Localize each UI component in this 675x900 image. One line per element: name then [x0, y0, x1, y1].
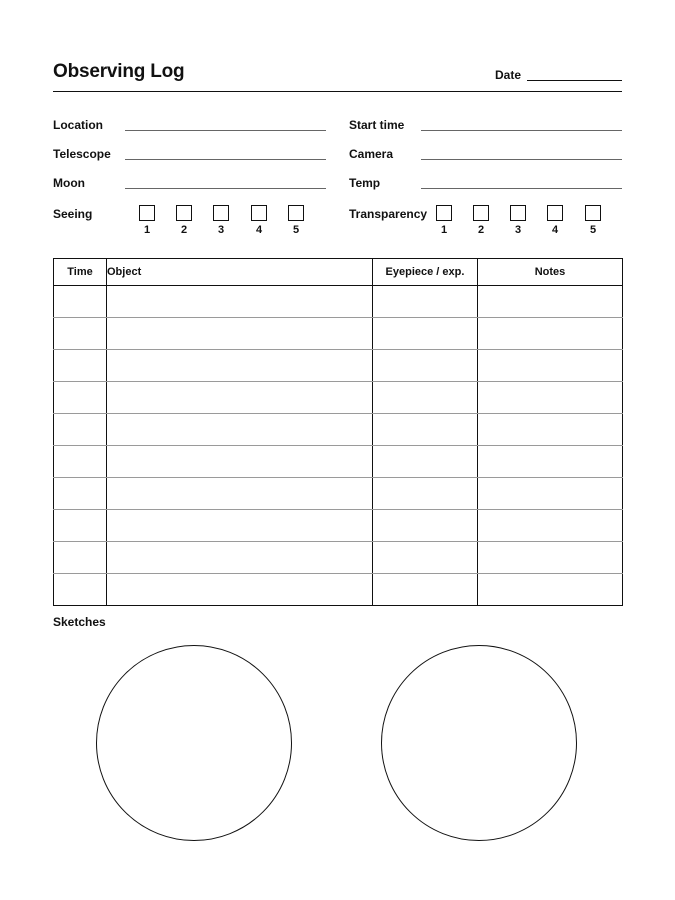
cell-notes[interactable] — [478, 478, 623, 510]
seeing-option-label: 1 — [143, 224, 151, 236]
cell-eyepiece[interactable] — [373, 318, 478, 350]
sketch-circle-1[interactable] — [96, 645, 292, 841]
transparency-option-label: 3 — [514, 224, 522, 236]
transparency-checkbox-2[interactable] — [473, 205, 489, 221]
table-row — [54, 542, 623, 574]
cell-object[interactable] — [107, 318, 373, 350]
temp-label: Temp — [349, 176, 381, 190]
cell-object[interactable] — [107, 382, 373, 414]
telescope-field[interactable] — [125, 159, 326, 160]
table-row — [54, 286, 623, 318]
cell-notes[interactable] — [478, 510, 623, 542]
cell-object[interactable] — [107, 510, 373, 542]
cell-time[interactable] — [54, 574, 107, 606]
table-row — [54, 414, 623, 446]
cell-time[interactable] — [54, 510, 107, 542]
cell-time[interactable] — [54, 446, 107, 478]
cell-object[interactable] — [107, 350, 373, 382]
table-row — [54, 574, 623, 606]
seeing-option-label: 5 — [292, 224, 300, 236]
camera-label: Camera — [349, 147, 394, 161]
seeing-checkbox-3[interactable] — [213, 205, 229, 221]
cell-time[interactable] — [54, 350, 107, 382]
cell-notes[interactable] — [478, 574, 623, 606]
transparency-option-label: 5 — [589, 224, 597, 236]
column-header-eyepiece: Eyepiece / exp. — [373, 259, 478, 286]
cell-notes[interactable] — [478, 414, 623, 446]
table-row — [54, 478, 623, 510]
cell-time[interactable] — [54, 382, 107, 414]
start-time-field[interactable] — [421, 130, 622, 131]
transparency-label: Transparency — [349, 207, 428, 221]
cell-notes[interactable] — [478, 318, 623, 350]
moon-field[interactable] — [125, 188, 326, 189]
cell-eyepiece[interactable] — [373, 286, 478, 318]
cell-time[interactable] — [54, 286, 107, 318]
start-time-label: Start time — [349, 118, 405, 132]
cell-notes[interactable] — [478, 286, 623, 318]
cell-eyepiece[interactable] — [373, 382, 478, 414]
observation-table — [53, 258, 623, 606]
cell-object[interactable] — [107, 478, 373, 510]
cell-eyepiece[interactable] — [373, 510, 478, 542]
cell-object[interactable] — [107, 414, 373, 446]
cell-eyepiece[interactable] — [373, 478, 478, 510]
transparency-checkbox-1[interactable] — [436, 205, 452, 221]
cell-notes[interactable] — [478, 350, 623, 382]
cell-time[interactable] — [54, 318, 107, 350]
table-header-row — [54, 259, 623, 286]
seeing-checkbox-4[interactable] — [251, 205, 267, 221]
date-field[interactable] — [527, 80, 622, 81]
cell-object[interactable] — [107, 286, 373, 318]
seeing-label: Seeing — [53, 207, 93, 221]
transparency-checkbox-3[interactable] — [510, 205, 526, 221]
page-title: Observing Log — [53, 61, 185, 82]
transparency-checkbox-4[interactable] — [547, 205, 563, 221]
seeing-checkbox-1[interactable] — [139, 205, 155, 221]
cell-notes[interactable] — [478, 446, 623, 478]
transparency-option-label: 4 — [551, 224, 559, 236]
cell-notes[interactable] — [478, 382, 623, 414]
temp-field[interactable] — [421, 188, 622, 189]
cell-eyepiece[interactable] — [373, 350, 478, 382]
table-row — [54, 382, 623, 414]
transparency-option-label: 1 — [440, 224, 448, 236]
column-header-object: Object — [107, 259, 373, 286]
column-header-time: Time — [54, 259, 107, 286]
telescope-label: Telescope — [53, 147, 111, 161]
cell-eyepiece[interactable] — [373, 574, 478, 606]
transparency-checkbox-5[interactable] — [585, 205, 601, 221]
cell-time[interactable] — [54, 542, 107, 574]
camera-field[interactable] — [421, 159, 622, 160]
sketch-circle-2[interactable] — [381, 645, 577, 841]
table-row — [54, 510, 623, 542]
cell-object[interactable] — [107, 446, 373, 478]
transparency-option-label: 2 — [477, 224, 485, 236]
date-label: Date — [495, 68, 522, 82]
cell-eyepiece[interactable] — [373, 414, 478, 446]
seeing-option-label: 4 — [255, 224, 263, 236]
table-row — [54, 318, 623, 350]
seeing-checkbox-2[interactable] — [176, 205, 192, 221]
header-divider — [53, 91, 622, 92]
cell-time[interactable] — [54, 478, 107, 510]
location-label: Location — [53, 118, 103, 132]
table-row — [54, 446, 623, 478]
seeing-checkbox-5[interactable] — [288, 205, 304, 221]
cell-time[interactable] — [54, 414, 107, 446]
cell-eyepiece[interactable] — [373, 542, 478, 574]
table-row — [54, 350, 623, 382]
cell-notes[interactable] — [478, 542, 623, 574]
cell-object[interactable] — [107, 574, 373, 606]
column-header-notes: Notes — [478, 259, 623, 286]
cell-object[interactable] — [107, 542, 373, 574]
seeing-option-label: 3 — [217, 224, 225, 236]
cell-eyepiece[interactable] — [373, 446, 478, 478]
location-field[interactable] — [125, 130, 326, 131]
sketches-label: Sketches — [53, 615, 106, 629]
moon-label: Moon — [53, 176, 85, 190]
seeing-option-label: 2 — [180, 224, 188, 236]
